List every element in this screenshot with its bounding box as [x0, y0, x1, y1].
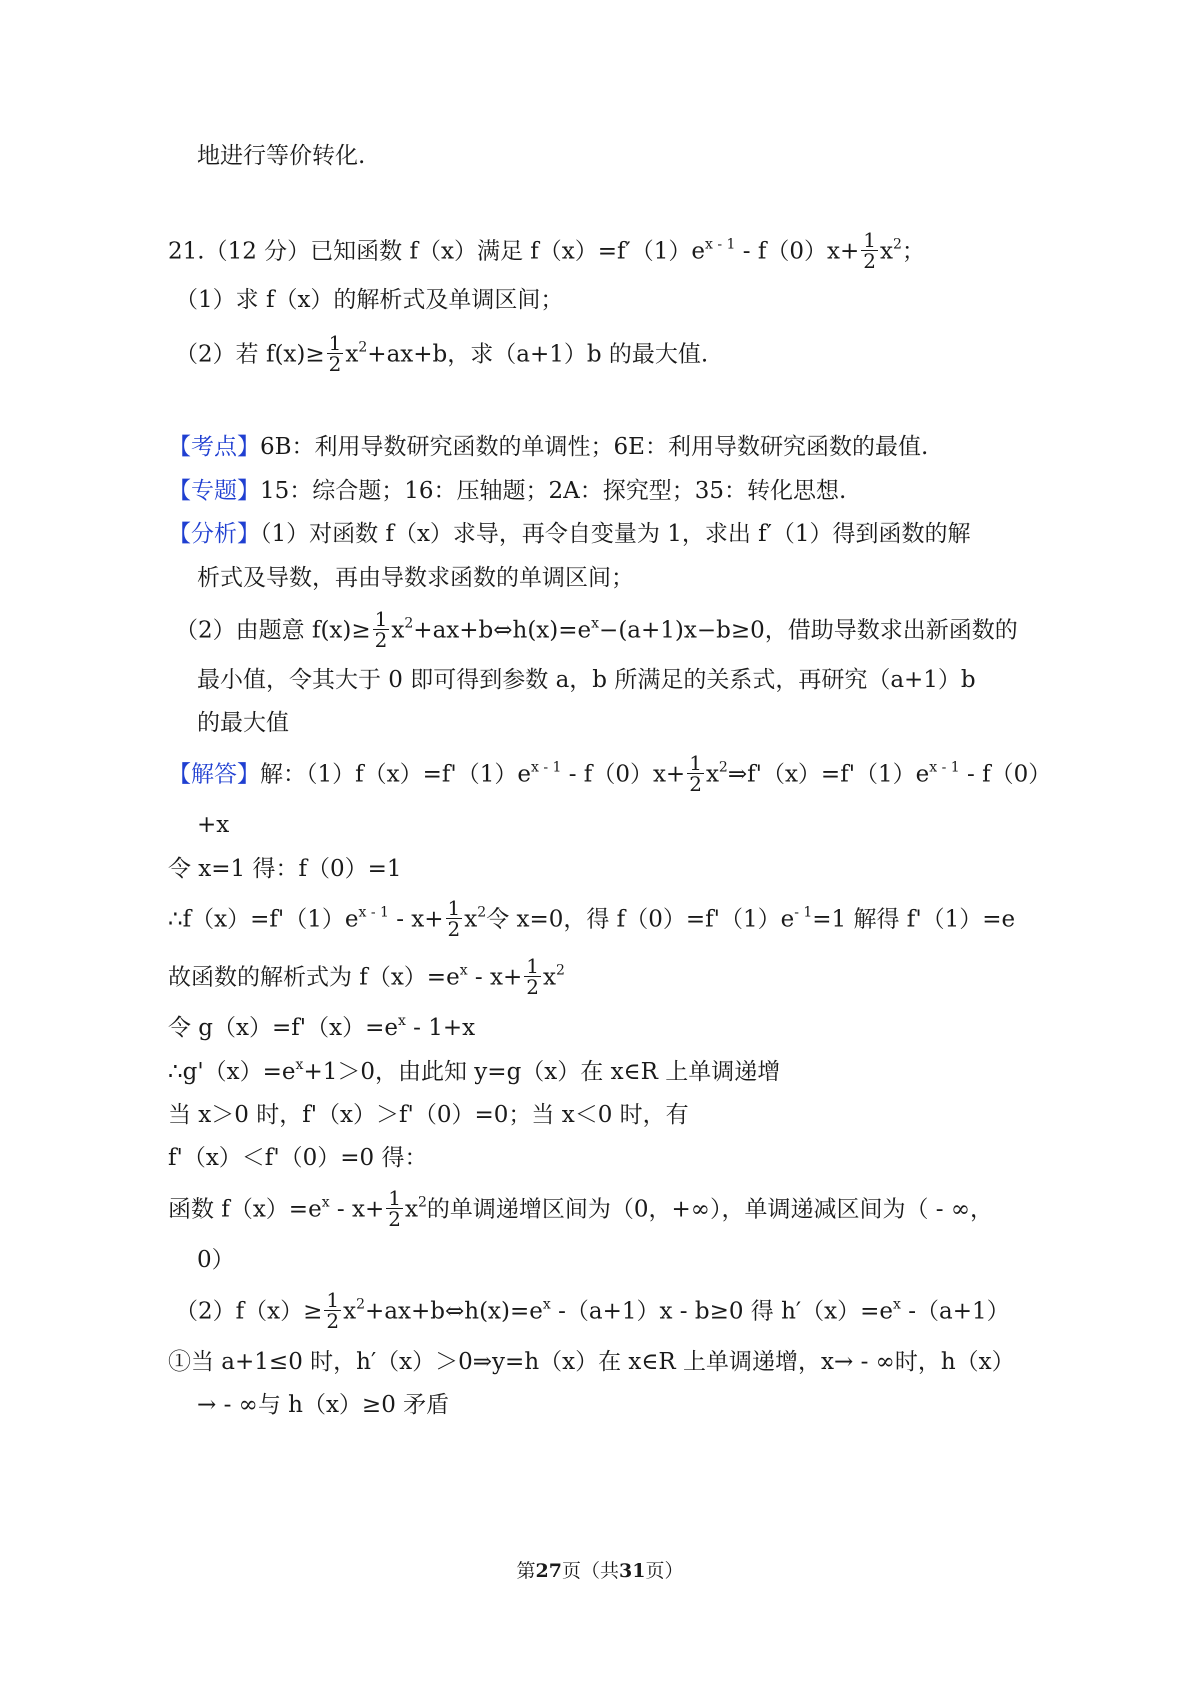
jieda-line: 【解答】解：$(1)f(x)=f'(1)e^{x - 1} - f(0)x+$ $\frac{1}{2}$ $x^2\Rightarrow f'(x)=f'(1)e^{x - 1} - f(0)$: [168, 751, 1052, 796]
jieda-tag: 【解答】: [168, 761, 260, 788]
subquestion-1: （1）求 f（x）的解析式及单调区间；: [175, 287, 564, 313]
text-line: +x: [197, 812, 230, 838]
fenxi-line: 【分析】（1）对函数 f（x）求导，再令自变量为 1，求出 f′（1）得到函数的解: [168, 521, 971, 547]
text-line: 的最大值: [197, 710, 289, 736]
text-line: （2）f（x）≥ $\frac{1}{2}$ $x^2+ax+b\Leftrightarrow h(x)=e^x$ -（a+1）x - b≥0 得 $h'(x)=e^x$ -（a+1）: [175, 1288, 1010, 1333]
problem-statement: 21.（12 分）已知函数 f（x）满足 $f(x)=f'(1)e^{x - 1} - f(0)x+$ $\frac{1}{2}$ $x^2$；: [168, 228, 925, 273]
text-line: 函数 $f(x)=e^x - x+$ $\frac{1}{2}$ $x^2$的单调递增区间为（0，+∞），单调递减区间为（ - ∞，: [168, 1186, 993, 1231]
fraction: $\frac{1}{2}$: [328, 331, 342, 376]
text-line: 0）: [197, 1247, 235, 1273]
kaodian-line: 【考点】6B：利用导数研究函数的单调性；6E：利用导数研究函数的最值.: [168, 434, 929, 460]
text-line: 析式及导数，再由导数求函数的单调区间；: [197, 565, 634, 591]
zhuanti-line: 【专题】15：综合题；16：压轴题；2A：探究型；35：转化思想.: [168, 478, 847, 504]
text-line: ①当 a+1≤0 时，h′（x）＞0⇒y=h（x）在 x∈R 上单调递增，x→ - ∞时，h（x）: [168, 1349, 1015, 1375]
text-line: （2）由题意 f(x)≥ $\frac{1}{2}$ $x^2+ax+b\Leftrightarrow h(x)=e^x-(a+1)x-b\ge 0$，借助导数求出新函数的: [175, 607, 1018, 652]
fraction: $\frac{1}{2}$: [326, 1288, 340, 1333]
page-total: 31: [619, 1560, 646, 1582]
fraction: $\frac{1}{2}$: [863, 228, 876, 273]
page-footer: 第27页（共31页）: [516, 1560, 684, 1582]
text-line: 令 $g(x)=f'(x)=e^x - 1+x$: [168, 1013, 476, 1041]
fraction: $\frac{1}{2}$: [374, 607, 388, 652]
text-line: 最小值，令其大于 0 即可得到参数 a，b 所满足的关系式，再研究（a+1）b: [197, 667, 976, 693]
text-line: f'（x）＜f'（0）=0 得：: [168, 1145, 428, 1171]
text-line: → - ∞与 h（x）≥0 矛盾: [197, 1392, 450, 1418]
zhuanti-tag: 【专题】: [168, 478, 260, 504]
text-line: 故函数的解析式为 $f(x)=e^x - x+$ $\frac{1}{2}$ $x^2$: [168, 954, 565, 999]
subquestion-2: （2）若 f(x)≥ $\frac{1}{2}$ $x^2+ax+b$，求（a+1）b 的最大值.: [175, 331, 709, 376]
text-line: $\therefore f(x)=f'(1)e^{x - 1} - x+$ $\frac{1}{2}$ $x^2$令 x=0，得 $f(0)=f'(1)e^{- 1}=1$ 解得 f'（1）=e: [168, 896, 1016, 941]
text-line: $\therefore g'(x)=e^x+1>0$，由此知 y=g（x）在 x∈R 上单调递增: [168, 1057, 781, 1085]
fenxi-tag: 【分析】: [168, 521, 260, 547]
fraction: $\frac{1}{2}$: [526, 954, 539, 999]
text-line: 当 x＞0 时，f'（x）＞f'（0）=0；当 x＜0 时，有: [168, 1102, 689, 1128]
fraction: $\frac{1}{2}$: [388, 1186, 401, 1231]
kaodian-tag: 【考点】: [168, 434, 260, 460]
page-number: 27: [535, 1560, 562, 1582]
text-line: 地进行等价转化.: [197, 143, 366, 169]
fraction: $\frac{1}{2}$: [689, 751, 702, 796]
text-line: 令 x=1 得：f（0）=1: [168, 856, 402, 882]
fraction: $\frac{1}{2}$: [447, 896, 461, 941]
